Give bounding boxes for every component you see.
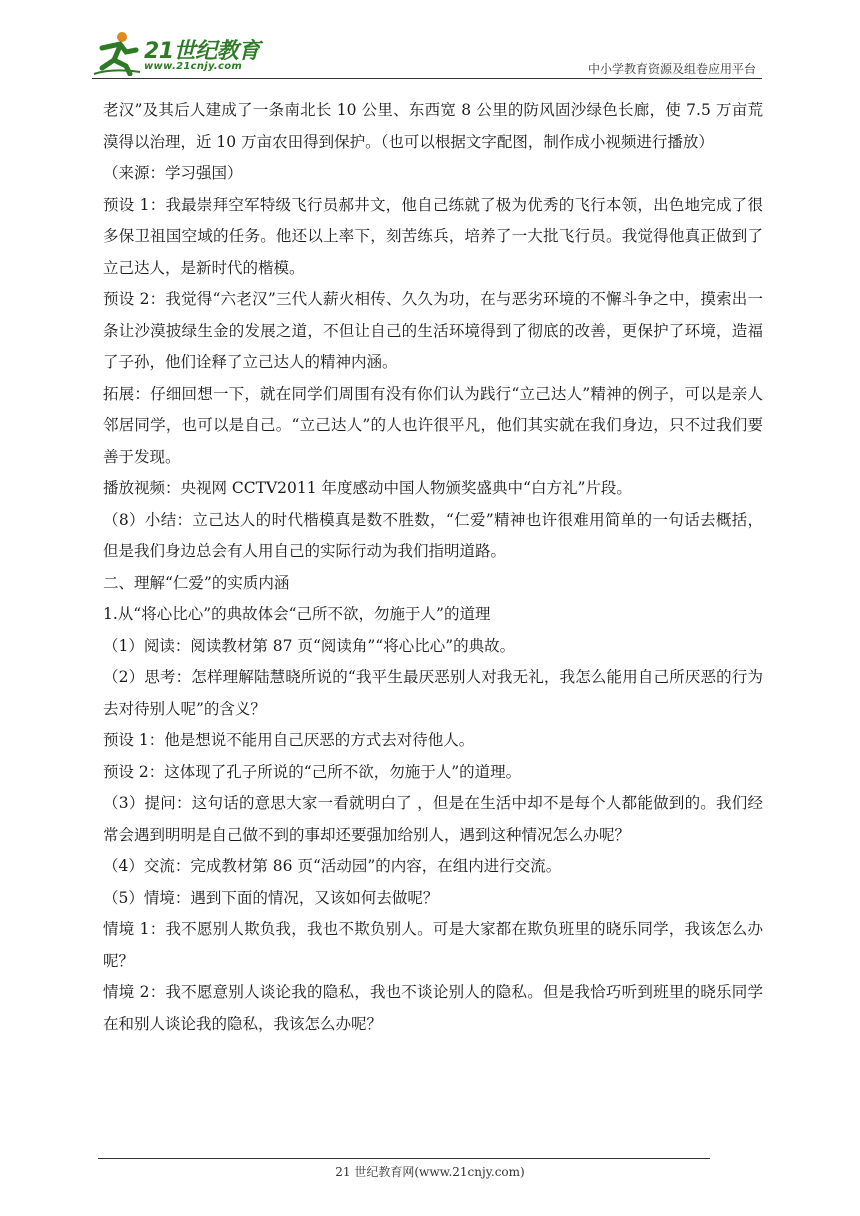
site-logo[interactable] [92, 28, 262, 80]
platform-name: 中小学教育资源及组卷应用平台 [587, 62, 756, 76]
document-body [103, 95, 763, 1040]
logo-title: 21世纪教育 [144, 39, 260, 64]
paragraph: 预设 1：我最崇拜空军特级飞行员郝井文，他自己练就了极为优秀的飞行本领，出色地完成了很多保卫祖国空域的任务。他还以上率下，刻苦练兵，培养了一大批飞行员。我觉得他真正做到了立己达人，是新时代的楷模。 [103, 195, 763, 277]
paragraph: （来源：学习强国） [103, 164, 243, 182]
paragraph: 老汉”及其后人建成了一条南北长 10 公里、东西宽 8 公里的防风固沙绿色长廊，使 7.5 万亩荒漠得以治理，近 10 万亩农田得到保护。（也可以根据文字配图，制作成小视频进行播放） [103, 101, 763, 151]
paragraph: 预设 2：这体现了孔子所说的“己所不欲，勿施于人”的道理。 [103, 762, 522, 781]
footer-divider [98, 1158, 710, 1159]
paragraph: （5）情境：遇到下面的情况，又该如何去做呢？ [103, 888, 439, 907]
paragraph: （4）交流：完成教材第 86 页“活动园”的内容，在组内进行交流。 [103, 857, 562, 875]
paragraph: （8）小结：立己达人的时代楷模真是数不胜数，“仁爱”精神也许很难用简单的一句话去概括，但是我们身边总会有人用自己的实际行动为我们指明道路。 [103, 510, 763, 560]
page-footer[interactable]: 21 世纪教育网(www.21cnjy.com) [335, 1165, 525, 1179]
paragraph: （2）思考：怎样理解陆慧晓所说的“我平生最厌恶别人对我无礼，我怎么能用自己所厌恶的行为去对待别人呢”的含义？ [103, 668, 763, 718]
header-divider [92, 78, 762, 79]
paragraph: （1）阅读：阅读教材第 87 页“阅读角”“将心比心”的典故。 [103, 636, 516, 655]
paragraph: 拓展：仔细回想一下，就在同学们周围有没有你们认为践行“立己达人”精神的例子，可以是亲人邻居同学，也可以是自己。“立己达人”的人也许很平凡，他们其实就在我们身边，只不过我们要善于发现。 [103, 384, 763, 466]
subsection-heading: 1.从“将心比心”的典故体会“己所不欲，勿施于人”的道理 [103, 605, 491, 623]
runner-logo-icon [92, 30, 142, 76]
paragraph: 播放视频：央视网 CCTV2011 年度感动中国人物颁奖盛典中“白方礼”片段。 [103, 479, 632, 497]
paragraph: 情境 1：我不愿别人欺负我，我也不欺负别人。可是大家都在欺负班里的晓乐同学，我该怎么办呢？ [103, 920, 763, 970]
logo-url: www.21cnjy.com [144, 61, 243, 72]
paragraph: 情境 2：我不愿意别人谈论我的隐私，我也不谈论别人的隐私。但是我恰巧听到班里的晓乐同学在和别人谈论我的隐私，我该怎么办呢？ [103, 983, 763, 1033]
section-heading: 二、理解“仁爱”的实质内涵 [103, 573, 290, 592]
paragraph: （3）提问：这句话的意思大家一看就明白了 ，但是在生活中却不是每个人都能做到的。我们经常会遇到明明是自己做不到的事却还要强加给别人，遇到这种情况怎么办呢？ [103, 794, 763, 844]
paragraph: 预设 1：他是想说不能用自己厌恶的方式去对待他人。 [103, 731, 475, 749]
paragraph: 预设 2：我觉得“六老汉”三代人薪火相传、久久为功，在与恶劣环境的不懈斗争之中，摸索出一条让沙漠披绿生金的发展之道，不但让自己的生活环境得到了彻底的改善，更保护了环境，造福了子孙，他们诠释了立己达人的精神内涵。 [103, 290, 763, 371]
page-header [92, 28, 762, 80]
